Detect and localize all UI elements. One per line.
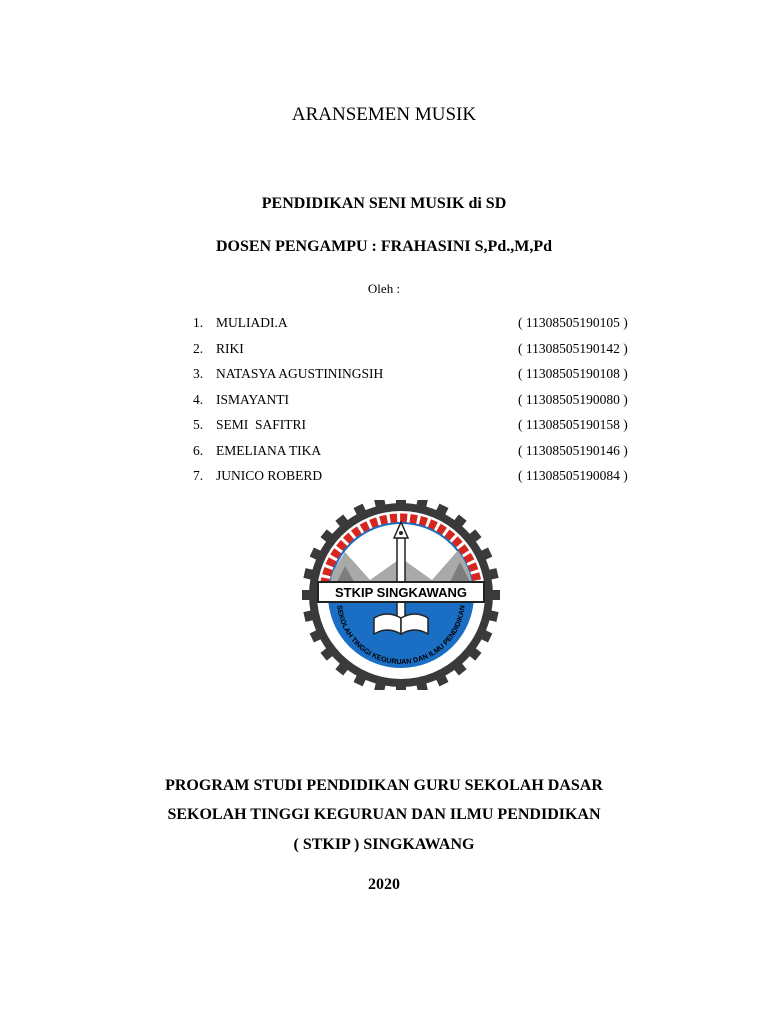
member-name: SEMI SAFITRI: [216, 417, 307, 432]
member-name: NATASYA AGUSTININGSIH: [216, 366, 384, 381]
member-number: 2.: [193, 340, 204, 356]
gear-tooth: [396, 500, 406, 508]
member-nim: ( 11308505190158 ): [518, 417, 628, 432]
footer-campus: ( STKIP ) SINGKAWANG: [293, 836, 475, 853]
member-nim: ( 11308505190080 ): [518, 391, 628, 407]
member-nim: ( 11308505190108 ): [518, 366, 628, 381]
member-nim: ( 11308505190105 ): [518, 315, 628, 330]
list-item: [0, 392, 768, 418]
gear-tooth: [396, 682, 406, 690]
footer-institution: SEKOLAH TINGGI KEGURUAN DAN ILMU PENDIDIKAN: [167, 806, 601, 823]
footer-year: 2020: [368, 876, 400, 893]
stkip-logo: [300, 500, 502, 690]
document-title: ARANSEMEN MUSIK: [291, 104, 477, 125]
member-number: 5.: [193, 417, 204, 432]
list-item: [0, 417, 768, 443]
gear-tooth: [302, 590, 314, 600]
document-subtitle: PENDIDIKAN SENI MUSIK di SD: [261, 195, 507, 212]
list-item: [0, 468, 768, 494]
member-name: JUNICO ROBERD: [216, 468, 323, 483]
member-nim: ( 11308505190146 ): [518, 442, 628, 458]
member-nim: ( 11308505190084 ): [518, 468, 628, 483]
banner-text: STKIP SINGKAWANG: [335, 585, 467, 600]
member-number: 3.: [193, 366, 204, 381]
gear-tooth: [488, 590, 500, 600]
member-nim: ( 11308505190142 ): [518, 340, 628, 356]
member-number: 1.: [193, 315, 204, 330]
by-label: Oleh :: [367, 281, 401, 296]
member-number: 7.: [193, 468, 204, 483]
member-name: MULIADI.A: [216, 315, 288, 330]
arc-text-path: SEKOLAH TINGGI KEGURUAN DAN ILMU PENDIDIKAN: [335, 604, 467, 667]
member-number: 6.: [193, 442, 204, 458]
member-number: 4.: [193, 391, 204, 407]
list-item: [0, 341, 768, 367]
member-list: [0, 315, 768, 494]
member-name: ISMAYANTI: [216, 391, 290, 407]
lecturer-line: DOSEN PENGAMPU : FRAHASINI S,Pd.,M,Pd: [215, 238, 552, 255]
member-name: RIKI: [216, 340, 244, 356]
footer-program: PROGRAM STUDI PENDIDIKAN GURU SEKOLAH DASAR: [165, 777, 603, 794]
list-item: [0, 443, 768, 469]
list-item: [0, 366, 768, 392]
member-name: EMELIANA TIKA: [216, 442, 322, 458]
list-item: [0, 315, 768, 341]
